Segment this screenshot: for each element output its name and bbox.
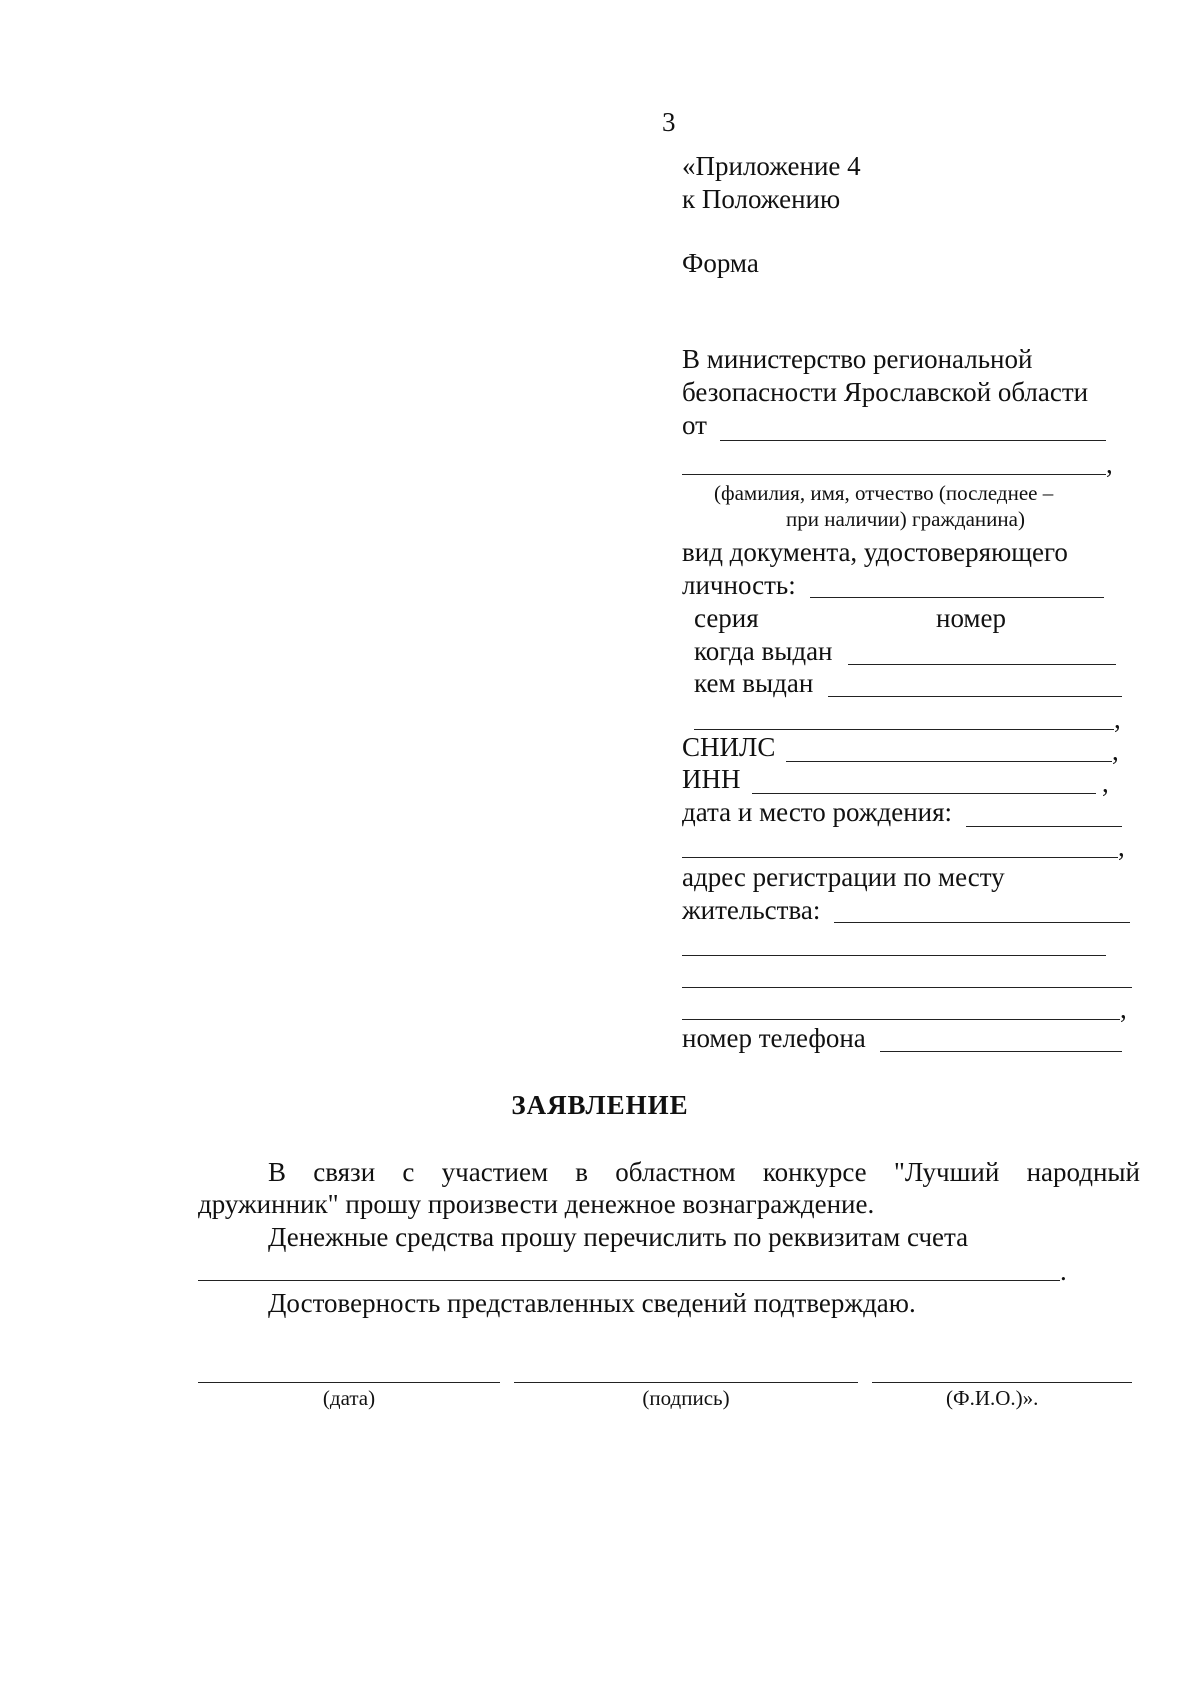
from-label: от — [682, 410, 707, 440]
comma: , — [1114, 704, 1121, 734]
regulation-reference: к Положению — [682, 184, 841, 214]
series-label: серия — [694, 603, 759, 633]
issued-by-line — [828, 696, 1122, 697]
issued-when-line — [848, 664, 1116, 665]
birth-line-2 — [682, 857, 1118, 858]
address-line-2 — [682, 955, 1106, 956]
comma: , — [1120, 994, 1127, 1024]
name-caption: (Ф.И.О.)». — [946, 1386, 1039, 1410]
issued-by-label: кем выдан — [694, 668, 814, 698]
doc-type-line — [810, 597, 1104, 598]
name-line — [872, 1382, 1132, 1383]
name-caption-line-2: при наличии) гражданина) — [786, 507, 1025, 531]
address-line-1 — [834, 922, 1130, 923]
address-line-4 — [682, 1019, 1120, 1020]
addressee-line-1: В министерство региональной — [682, 344, 1033, 374]
form-label: Форма — [682, 248, 759, 278]
date-line — [198, 1382, 500, 1383]
period: . — [1060, 1256, 1067, 1286]
comma: , — [1106, 449, 1113, 479]
appendix-heading: «Приложение 4 — [682, 151, 861, 181]
name-caption-line-1: (фамилия, имя, отчество (последнее – — [714, 481, 1054, 505]
account-details-line — [198, 1280, 1060, 1281]
page-number: 3 — [662, 107, 676, 137]
doc-type-label-line-2: личность: — [682, 570, 796, 600]
name-line-2 — [682, 474, 1106, 475]
issued-by-line-2 — [694, 729, 1114, 730]
phone-label: номер телефона — [682, 1023, 866, 1053]
issued-when-label: когда выдан — [694, 636, 833, 666]
address-label-line-1: адрес регистрации по месту — [682, 862, 1005, 892]
birth-label: дата и место рождения: — [682, 797, 953, 827]
from-name-line — [720, 440, 1106, 441]
address-label-line-2: жительства: — [682, 895, 821, 925]
date-caption: (дата) — [322, 1386, 376, 1410]
statement-title: ЗАЯВЛЕНИЕ — [511, 1090, 689, 1120]
comma: , — [1102, 768, 1109, 798]
inn-label: ИНН — [682, 764, 741, 794]
number-label: номер — [936, 603, 1007, 633]
statement-para-2: Денежные средства прошу перечислить по реквизитам счета — [268, 1222, 969, 1252]
signature-caption: (подпись) — [642, 1386, 730, 1410]
statement-para-1-line-2: дружинник" прошу произвести денежное вознаграждение. — [198, 1189, 875, 1219]
birth-line — [966, 826, 1122, 827]
doc-type-label-line-1: вид документа, удостоверяющего — [682, 537, 1068, 567]
snils-line — [786, 761, 1112, 762]
snils-label: СНИЛС — [682, 732, 776, 762]
comma: , — [1118, 832, 1125, 862]
signature-line — [514, 1382, 858, 1383]
comma: , — [1112, 736, 1119, 766]
phone-line — [880, 1051, 1122, 1052]
statement-para-1-line-1: В связи с участием в областном конкурсе "Лучший народный — [268, 1157, 1140, 1187]
inn-line — [752, 793, 1096, 794]
statement-para-3: Достоверность представленных сведений подтверждаю. — [268, 1288, 916, 1318]
addressee-line-2: безопасности Ярославской области — [682, 377, 1089, 407]
address-line-3 — [682, 987, 1132, 988]
